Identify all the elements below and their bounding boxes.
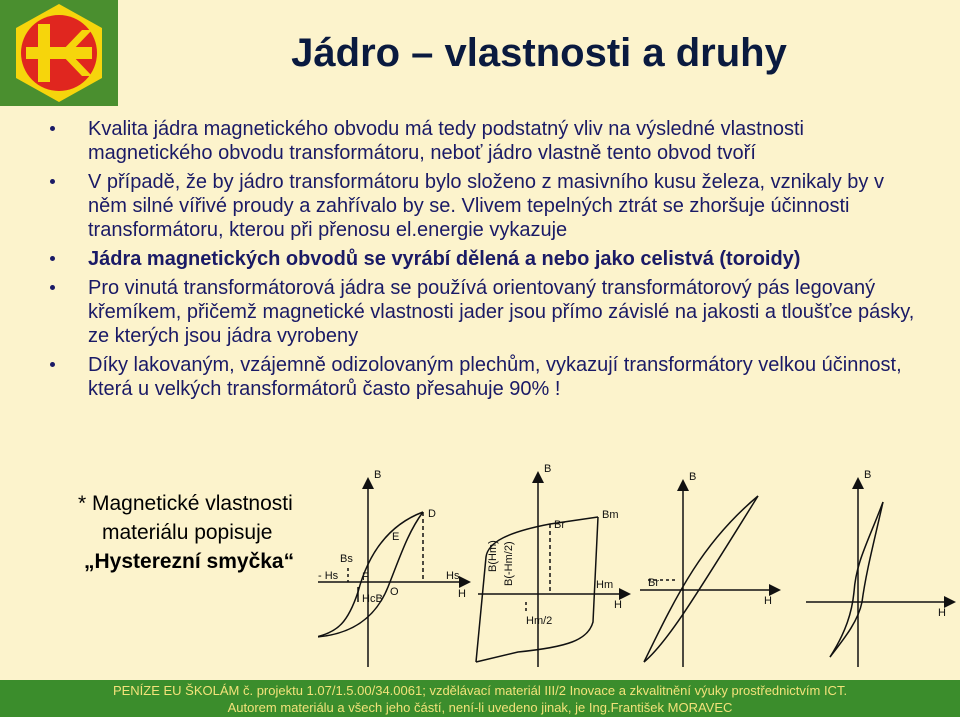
label-hm: Hm <box>596 579 614 591</box>
page-title: Jádro – vlastnosti a druhy <box>291 30 787 75</box>
bullet-icon <box>50 285 55 290</box>
axis-label-h-2: H <box>614 599 622 611</box>
label-br: Br <box>554 519 565 531</box>
bullet-icon <box>50 256 55 261</box>
label-hs: Hs <box>446 570 460 582</box>
label-b-minus-hm-half: B(-Hm/2) <box>503 541 515 586</box>
note-line-2: materiálu popisuje <box>102 521 273 544</box>
label-hcb: HcB <box>362 593 383 605</box>
axis-label-h: H <box>458 588 466 600</box>
list-item: V případě, že by jádro transformátoru bylo složeno z masivního kusu železa, vznikaly by v něm silné vířivé proudy a zahřívalo by se. Vlivem tepelných ztrát se zhoršuje účinnosti transformátoru, kterou při přenosu el.energie vykazuje <box>50 170 920 242</box>
axis-label-h-3: H <box>764 595 772 607</box>
label-hm-half: Hm/2 <box>526 615 553 627</box>
axis-label-b-2: B <box>544 463 552 475</box>
hysteresis-loop-1 <box>318 469 468 667</box>
label-minus-hs: - Hs <box>318 570 339 582</box>
bullet-icon <box>50 126 55 131</box>
axis-label-b-3: B <box>689 471 697 483</box>
hysteresis-loop-2 <box>476 463 628 667</box>
label-f: F <box>362 571 369 583</box>
label-e: E <box>392 531 400 543</box>
hysteresis-note <box>78 489 328 576</box>
axis-label-b: B <box>374 469 382 481</box>
note-line-3: „Hysterezní smyčka“ <box>84 550 295 573</box>
label-d: D <box>428 508 436 520</box>
list-item: Jádra magnetických obvodů se vyrábí dělená a nebo jako celistvá (toroidy) <box>50 247 920 271</box>
hysteresis-loops-diagram <box>318 462 960 676</box>
logo-emblem <box>0 0 118 106</box>
axis-label-h-4: H <box>938 607 946 619</box>
school-logo <box>0 0 118 106</box>
bullet-list <box>50 117 920 406</box>
footer <box>0 680 960 717</box>
list-item: Pro vinutá transformátorová jádra se používá orientovaný transformátorový pás legovaný křemíkem, přičemž magnetické vlastnosti jader jsou přímo závislé na jakosti a tloušťce pásky, ze kterých jsou jádra vyrobeny <box>50 276 920 348</box>
label-br-3: Br <box>648 577 659 589</box>
bullet-icon <box>50 362 55 367</box>
label-b-hm: B(Hm) <box>487 540 499 572</box>
footer-line-1: PENÍZE EU ŠKOLÁM č. projektu 1.07/1.5.00/34.0061; vzdělávací materiál III/2 Inovace a zkvalitnění výuky prostřednictvím ICT. <box>112 683 848 698</box>
label-bs: Bs <box>340 553 353 565</box>
note-line-1: * Magnetické vlastnosti <box>78 492 293 515</box>
label-origin: O <box>390 586 399 598</box>
bullet-icon <box>50 179 55 184</box>
list-item: Kvalita jádra magnetického obvodu má tedy podstatný vliv na výsledné vlastnosti magnetického obvodu transformátoru, neboť jádro vlastně tento obvod tvoří <box>50 117 920 165</box>
label-bm: Bm <box>602 509 619 521</box>
footer-line-2: Autorem materiálu a všech jeho částí, není-li uvedeno jinak, je Ing.František MORAVEC <box>227 700 733 715</box>
list-item: Díky lakovaným, vzájemně odizolovaným plechům, vykazují transformátory velkou účinnost, která u velkých transformátorů často přesahuje 90% ! <box>50 353 920 401</box>
axis-label-b-4: B <box>864 469 872 481</box>
hysteresis-loop-4 <box>806 469 953 667</box>
hysteresis-loop-3 <box>640 471 778 667</box>
